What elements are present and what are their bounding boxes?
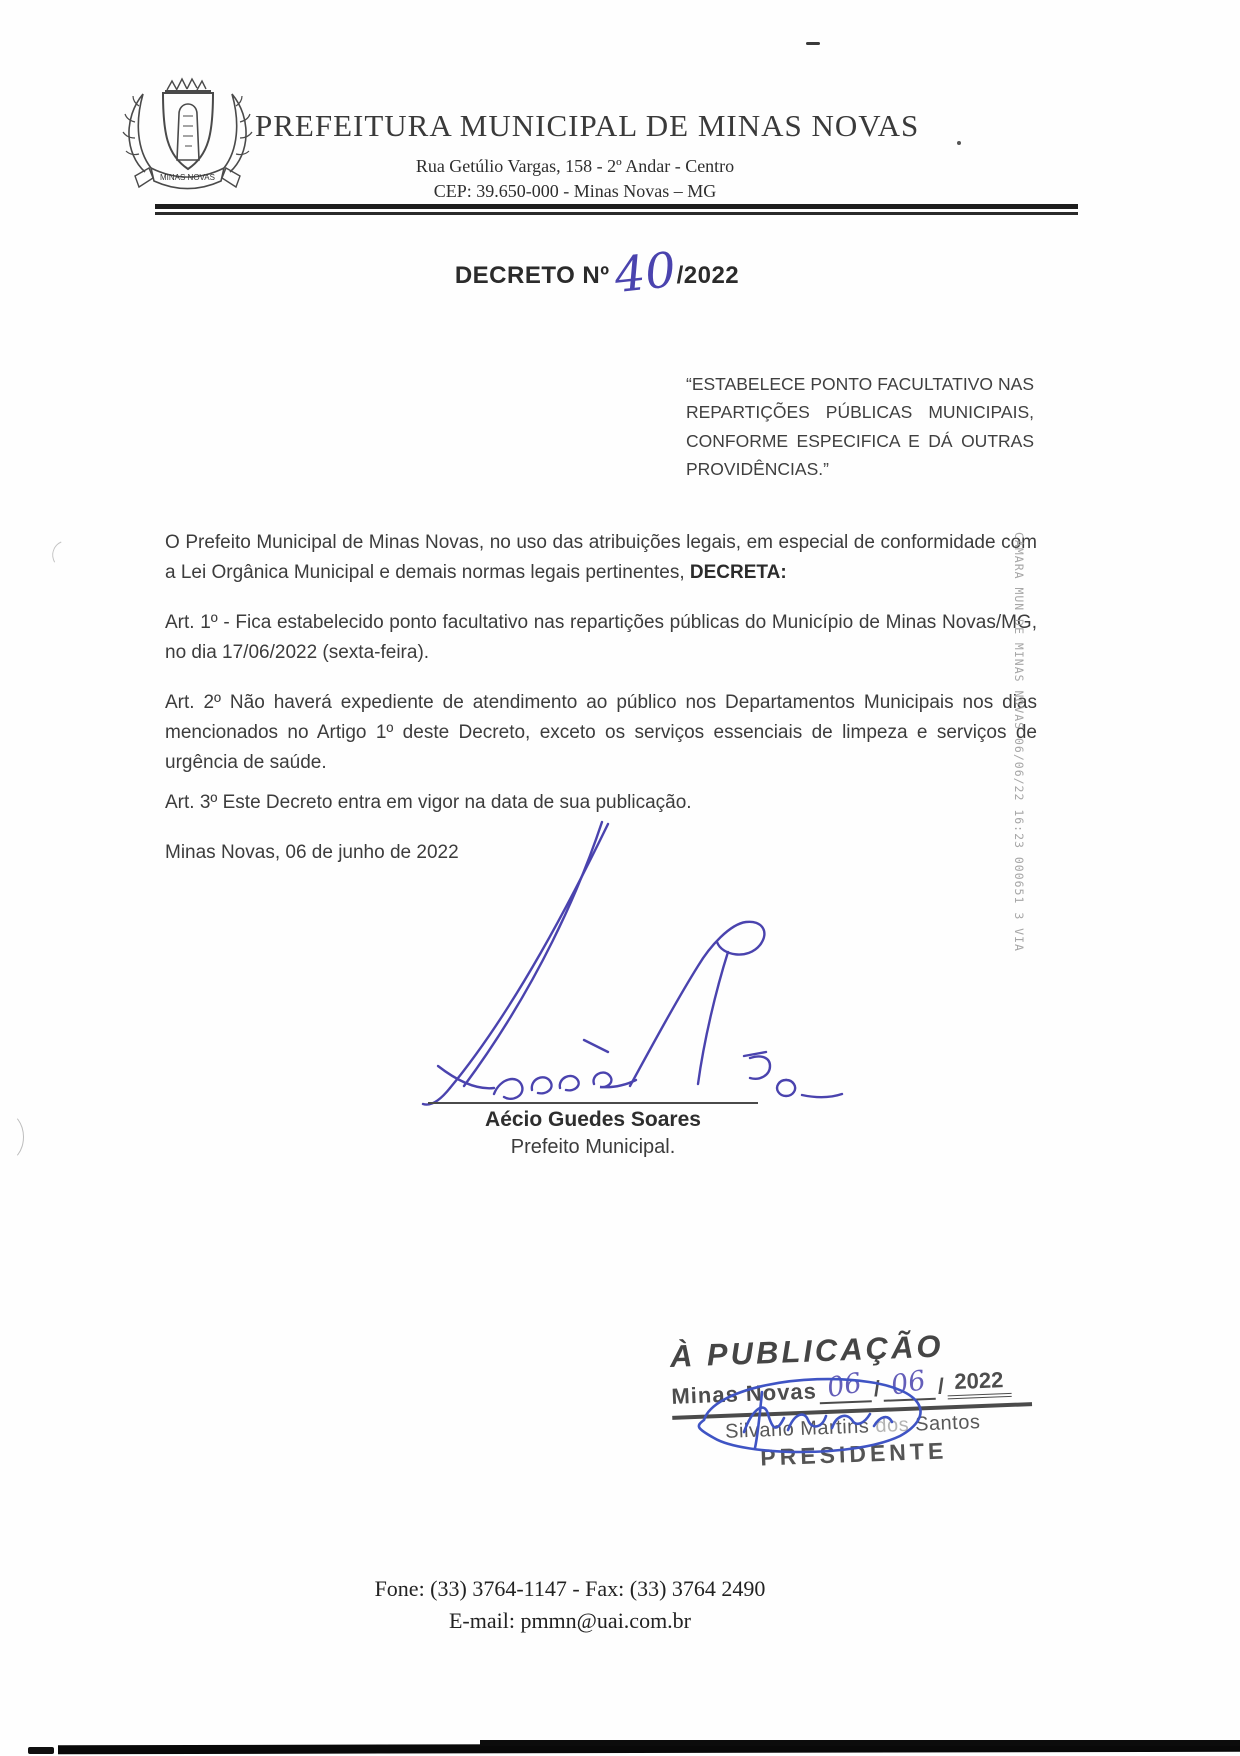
stamp-signer-middle: dos [868, 1413, 916, 1438]
stamp-year: 2022 [953, 1367, 1004, 1395]
decree-title-prefix: DECRETO Nº [454, 262, 610, 289]
dateline: Minas Novas, 06 de junho de 2022 [165, 842, 459, 863]
stamp-signer-first: Silvano Martins [724, 1415, 870, 1443]
footer-phone-line: Fone: (33) 3764-1147 - Fax: (33) 3764 2490 [374, 1576, 766, 1601]
signer-role: Prefeito Municipal. [510, 1136, 676, 1158]
logo-banner-text: MINAS NOVAS [160, 173, 215, 182]
scan-artifact-dash [806, 42, 820, 45]
stamp-separator-2: / [937, 1373, 945, 1399]
scan-artifact-dot [957, 141, 961, 145]
signature-line [428, 1102, 758, 1104]
decree-title-suffix: /2022 [676, 262, 740, 289]
stamp-city: Minas Novas [670, 1378, 818, 1409]
stamp-month-handwritten: 06 [889, 1365, 929, 1402]
header-divider-2 [155, 212, 1078, 215]
stamp-signer-last: Santos [914, 1411, 981, 1436]
decree-epigraph: “ESTABELECE PONTO FACULTATIVO NAS REPARTIÇÕES PÚBLICAS MUNICIPAIS, CONFORME ESPECIFICA E DÁ OUTRAS PROVIDÊNCIAS.” [686, 374, 1034, 480]
scan-edge-bar-2 [480, 1740, 1240, 1746]
mayor-signature-icon [398, 818, 844, 1118]
president-signature-icon [682, 1368, 952, 1468]
article-1: Art. 1º - Fica estabelecido ponto facultativo nas repartições públicas do Município de Minas Novas/MG, no dia 17/06/2022 (sexta-feira). [165, 612, 1037, 663]
scan-edge-blob [28, 1747, 54, 1754]
stamp-title: À PUBLICAÇÃO [669, 1328, 945, 1374]
header-divider [155, 204, 1078, 209]
preamble-paragraph [165, 528, 1037, 588]
header-address-line2: CEP: 39.650-000 - Minas Novas – MG [433, 181, 717, 201]
footer-email-line: E-mail: pmmn@uai.com.br [448, 1608, 692, 1633]
decree-number-handwritten: 40 [611, 241, 678, 305]
article-3: Art. 3º Este Decreto entra em vigor na data de sua publicação. [165, 792, 692, 813]
preamble-decreta: DECRETA: [689, 561, 787, 583]
signer-name: Aécio Guedes Soares [485, 1108, 701, 1131]
stamp-day-handwritten: 06 [825, 1367, 865, 1405]
decree-title [0, 241, 1194, 305]
stamp-separator-1: / [873, 1375, 881, 1402]
stamp-year-slot [946, 1367, 1011, 1399]
stamp-signer-role: PRESIDENTE [759, 1437, 948, 1471]
coat-of-arms-icon [115, 76, 260, 201]
header-title: PREFEITURA MUNICIPAL DE MINAS NOVAS [255, 108, 920, 143]
scan-artifact-arc-left [48, 535, 92, 577]
preamble-text: O Prefeito Municipal de Minas Novas, no uso das atribuições legais, em especial de conformidade com a Lei Orgânica Municipal e demais normas legais pertinentes, [165, 532, 1037, 583]
article-2: Art. 2º Não haverá expediente de atendimento ao público nos Departamentos Municipais nos dias mencionados no Artigo 1º deste Decreto, exceto os serviços essenciais de limpeza e serviços de urgência de saúde. [165, 692, 1037, 773]
margin-protocol-note: CAMARA MUN DE MINAS NOVAS 06/06/22 16:23 000651 3 VIA [1012, 532, 1026, 952]
header-address-line1: Rua Getúlio Vargas, 158 - 2º Andar - Centro [415, 156, 735, 176]
scan-artifact-arc-left-2 [0, 1112, 24, 1162]
